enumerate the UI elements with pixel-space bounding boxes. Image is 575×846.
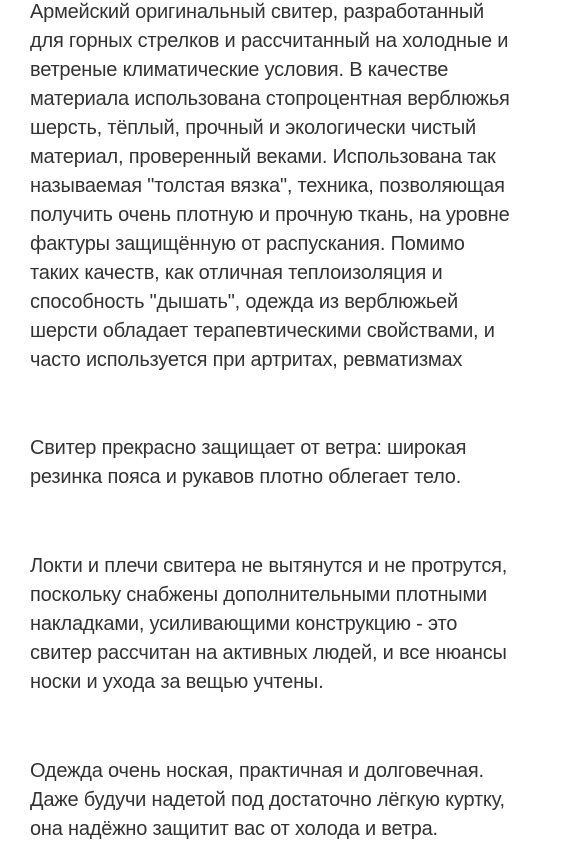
text-line: свитер рассчитан на активных людей, и все нюансы	[30, 642, 507, 664]
text-line: материала использована стопроцентная верблюжья	[30, 88, 510, 110]
text-line: называемая "толстая вязка", техника, позволяющая	[30, 175, 505, 197]
text-line: способность "дышать", одежда из верблюжьей	[30, 291, 458, 313]
text-line: Даже будучи надетой под достаточно лёгкую куртку,	[30, 789, 505, 811]
paragraph-description	[30, 0, 551, 375]
text-line: таких качеств, как отличная теплоизоляция и	[30, 262, 443, 284]
text-line: шерсть, тёплый, прочный и экологически чистый	[30, 117, 477, 139]
text-line: она надёжно защитит вас от холода и ветра.	[30, 818, 438, 840]
paragraph-wind-protection	[30, 434, 551, 492]
text-line: резинка пояса и рукавов плотно облегает тело.	[30, 466, 462, 488]
text-line: Свитер прекрасно защищает от ветра: широкая	[30, 437, 467, 459]
text-line: шерсти обладает терапевтическими свойствами, и	[30, 320, 495, 342]
text-line: носки и ухода за вещью учтены.	[30, 671, 324, 693]
text-line: получить очень плотную и прочную ткань, на уровне	[30, 204, 510, 226]
paragraph-reinforcement	[30, 552, 551, 697]
text-line: Армейский оригинальный свитер, разработанный	[30, 1, 485, 23]
text-line: материал, проверенный веками. Использована так	[30, 146, 496, 168]
text-line: часто используется при артритах, ревматизмах	[30, 349, 463, 371]
text-line: для горных стрелков и рассчитанный на холодные и	[30, 30, 509, 52]
text-line: Одежда очень ноская, практичная и долговечная.	[30, 760, 484, 782]
text-line: накладками, усиливающими конструкцию - это	[30, 613, 458, 635]
text-line: ветреные климатические условия. В качестве	[30, 59, 449, 81]
text-line: поскольку снабжены дополнительными плотными	[30, 584, 487, 606]
text-line: фактуры защищённую от распускания. Помимо	[30, 233, 465, 255]
text-line: Локти и плечи свитера не вытянутся и не протрутся,	[30, 555, 508, 577]
paragraph-durability	[30, 757, 551, 844]
